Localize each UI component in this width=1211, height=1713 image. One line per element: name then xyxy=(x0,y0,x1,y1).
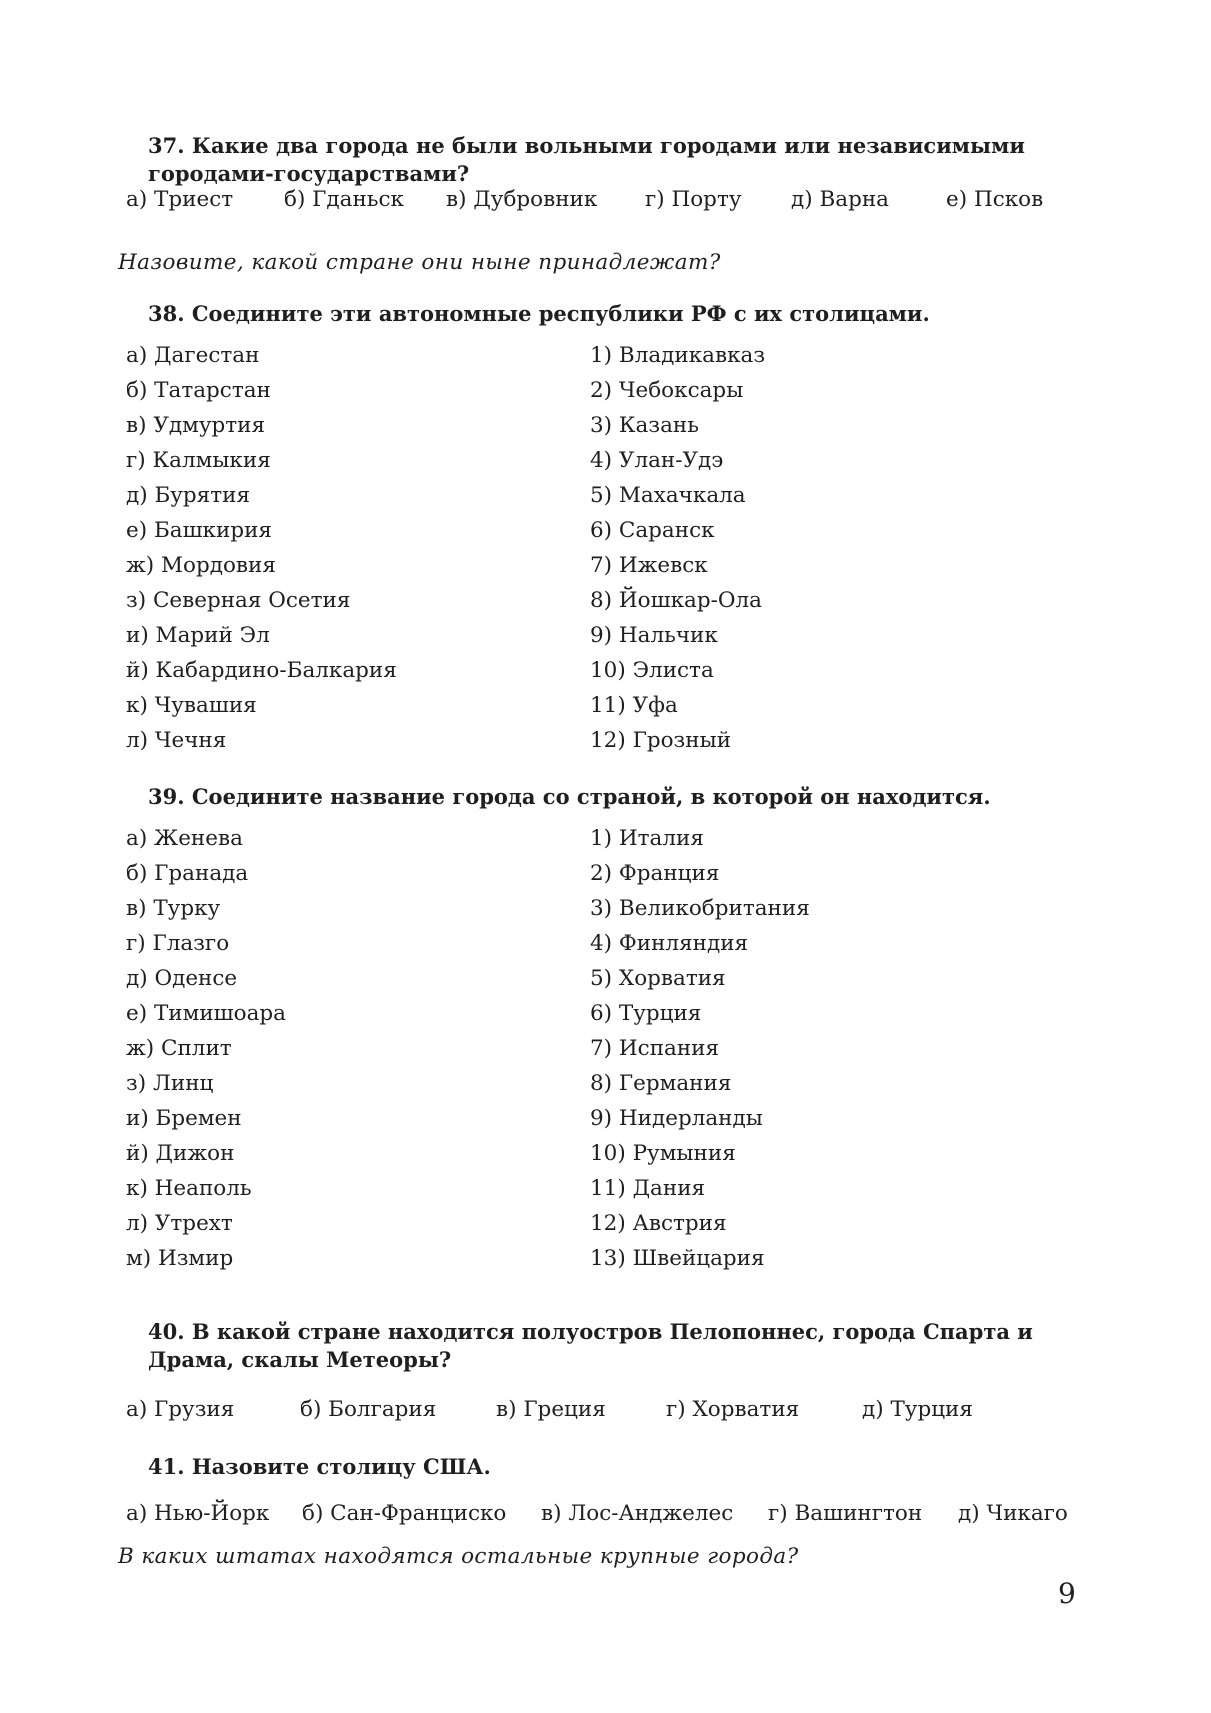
q38-left-item: й) Кабардино-Балкария xyxy=(126,658,397,683)
q38-right-item: 11) Уфа xyxy=(590,693,678,718)
q38-right-item: 12) Грозный xyxy=(590,728,732,753)
q39-left-item: и) Бремен xyxy=(126,1106,242,1131)
q37-option-f: е) Псков xyxy=(946,187,1044,212)
q39-left-item: м) Измир xyxy=(126,1246,234,1271)
q39-match-row xyxy=(126,1210,1086,1245)
q39-left-item: г) Глазго xyxy=(126,931,230,956)
q39-match-row xyxy=(126,1000,1086,1035)
q40-option-b: б) Болгария xyxy=(300,1397,437,1422)
q39-match-row xyxy=(126,930,1086,965)
q38-right-item: 2) Чебоксары xyxy=(590,378,744,403)
question-41-note: В каких штатах находятся остальные крупные города? xyxy=(118,1544,799,1569)
q39-right-item: 7) Испания xyxy=(590,1036,720,1061)
q41-option-d: г) Вашингтон xyxy=(768,1501,923,1526)
q38-match-row xyxy=(126,692,1086,727)
q38-left-item: д) Бурятия xyxy=(126,483,251,508)
q37-option-e: д) Варна xyxy=(791,187,889,212)
question-41-options xyxy=(126,1500,1086,1528)
q39-right-item: 6) Турция xyxy=(590,1001,702,1026)
q41-option-e: д) Чикаго xyxy=(958,1501,1068,1526)
q38-right-item: 3) Казань xyxy=(590,413,699,438)
question-39-title: 39. Соедините название города со страной, в которой он находится. xyxy=(148,784,991,809)
q39-left-item: а) Женева xyxy=(126,826,243,851)
q39-left-item: ж) Сплит xyxy=(126,1036,232,1061)
q38-left-item: ж) Мордовия xyxy=(126,553,276,578)
q39-match-row xyxy=(126,895,1086,930)
q37-option-b: б) Гданьск xyxy=(284,187,404,212)
question-37-options xyxy=(126,186,1086,214)
q39-right-item: 3) Великобритания xyxy=(590,896,810,921)
q40-option-e: д) Турция xyxy=(862,1397,973,1422)
q40-option-c: в) Греция xyxy=(496,1397,606,1422)
q38-left-item: а) Дагестан xyxy=(126,343,260,368)
page-number: 9 xyxy=(1058,1577,1076,1610)
q39-left-item: з) Линц xyxy=(126,1071,214,1096)
q39-left-item: е) Тимишоара xyxy=(126,1001,287,1026)
q39-right-item: 12) Австрия xyxy=(590,1211,727,1236)
q38-left-item: в) Удмуртия xyxy=(126,413,266,438)
q38-left-item: е) Башкирия xyxy=(126,518,272,543)
question-38-matching xyxy=(126,342,1086,762)
q39-right-item: 5) Хорватия xyxy=(590,966,726,991)
question-41-title: 41. Назовите столицу США. xyxy=(148,1454,491,1479)
question-39-matching xyxy=(126,825,1086,1280)
q37-option-c: в) Дубровник xyxy=(446,187,598,212)
q39-right-item: 1) Италия xyxy=(590,826,704,851)
q38-left-item: и) Марий Эл xyxy=(126,623,270,648)
q38-left-item: к) Чувашия xyxy=(126,693,257,718)
q38-match-row xyxy=(126,622,1086,657)
q38-left-item: г) Калмыкия xyxy=(126,448,271,473)
q38-right-item: 10) Элиста xyxy=(590,658,714,683)
q38-left-item: л) Чечня xyxy=(126,728,227,753)
q39-match-row xyxy=(126,1140,1086,1175)
q39-match-row xyxy=(126,825,1086,860)
q39-right-item: 8) Германия xyxy=(590,1071,732,1096)
q38-left-item: б) Татарстан xyxy=(126,378,271,403)
q39-right-item: 13) Швейцария xyxy=(590,1246,765,1271)
q38-match-row xyxy=(126,482,1086,517)
q38-match-row xyxy=(126,552,1086,587)
q41-option-c: в) Лос-Анджелес xyxy=(541,1501,734,1526)
q38-right-item: 7) Ижевск xyxy=(590,553,708,578)
q39-left-item: к) Неаполь xyxy=(126,1176,252,1201)
q38-match-row xyxy=(126,657,1086,692)
q39-left-item: б) Гранада xyxy=(126,861,249,886)
q39-right-item: 11) Дания xyxy=(590,1176,706,1201)
question-37-title: 37. Какие два города не были вольными городами или независимыми городами-государствами? xyxy=(148,133,1025,186)
q37-option-a: а) Триест xyxy=(126,187,234,212)
q39-match-row xyxy=(126,860,1086,895)
q39-right-item: 2) Франция xyxy=(590,861,720,886)
q39-match-row xyxy=(126,1070,1086,1105)
q38-right-item: 8) Йошкар-Ола xyxy=(590,588,762,613)
q38-match-row xyxy=(126,727,1086,762)
q37-option-d: г) Порту xyxy=(645,187,742,212)
q39-right-item: 9) Нидерланды xyxy=(590,1106,763,1131)
q40-option-a: а) Грузия xyxy=(126,1397,235,1422)
q41-option-b: б) Сан-Франциско xyxy=(302,1501,507,1526)
q39-match-row xyxy=(126,1245,1086,1280)
q39-match-row xyxy=(126,965,1086,1000)
q38-right-item: 4) Улан-Удэ xyxy=(590,448,724,473)
question-38-title: 38. Соедините эти автономные республики РФ с их столицами. xyxy=(148,301,930,326)
q39-right-item: 4) Финляндия xyxy=(590,931,749,956)
q39-match-row xyxy=(126,1035,1086,1070)
q38-right-item: 9) Нальчик xyxy=(590,623,718,648)
q38-match-row xyxy=(126,517,1086,552)
q38-match-row xyxy=(126,587,1086,622)
q40-option-d: г) Хорватия xyxy=(666,1397,800,1422)
q41-option-a: а) Нью-Йорк xyxy=(126,1501,270,1526)
q38-match-row xyxy=(126,377,1086,412)
question-40-title: 40. В какой стране находится полуостров Пелопоннес, города Спарта и Драма, скалы Метеоры? xyxy=(148,1319,1033,1372)
question-40-options xyxy=(126,1396,1086,1424)
q38-match-row xyxy=(126,342,1086,377)
q38-right-item: 5) Махачкала xyxy=(590,483,746,508)
q38-right-item: 6) Саранск xyxy=(590,518,715,543)
q39-right-item: 10) Румыния xyxy=(590,1141,736,1166)
q38-right-item: 1) Владикавказ xyxy=(590,343,766,368)
q38-left-item: з) Северная Осетия xyxy=(126,588,351,613)
q39-left-item: в) Турку xyxy=(126,896,221,921)
q39-left-item: л) Утрехт xyxy=(126,1211,233,1236)
q39-match-row xyxy=(126,1175,1086,1210)
q39-left-item: й) Дижон xyxy=(126,1141,235,1166)
q38-match-row xyxy=(126,412,1086,447)
q39-match-row xyxy=(126,1105,1086,1140)
question-37-note: Назовите, какой стране они ныне принадлежат? xyxy=(118,250,721,275)
q38-match-row xyxy=(126,447,1086,482)
q39-left-item: д) Оденсе xyxy=(126,966,238,991)
